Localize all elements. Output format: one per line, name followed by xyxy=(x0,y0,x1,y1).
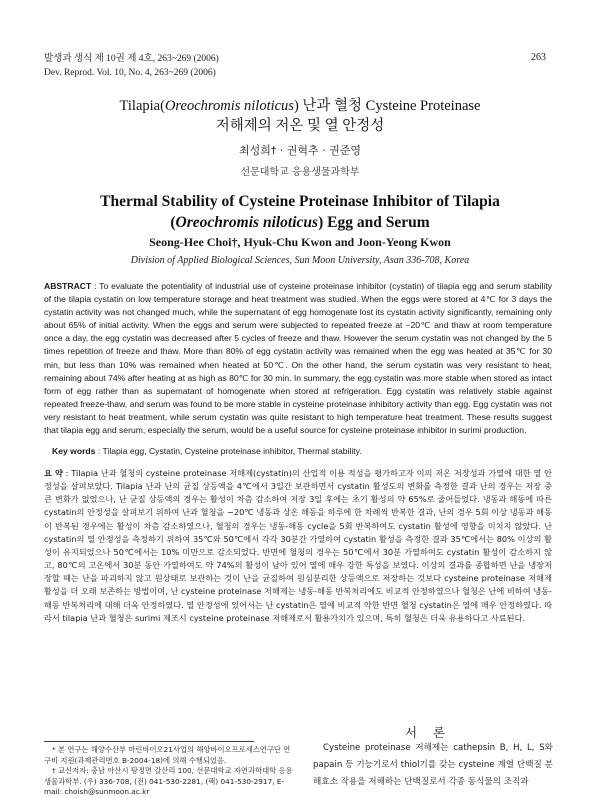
korean-title xyxy=(0,96,600,136)
english-authors: Seong-Hee Choi†, Hyuk-Chu Kwon and Joon-Yeong Kwon xyxy=(149,235,451,249)
korean-summary-label: 요 약 xyxy=(44,468,63,478)
korean-title-species: Oreochromis niloticus xyxy=(164,98,294,114)
abstract xyxy=(44,280,552,437)
footnote-funding: * 본 연구는 해양수산부 마린바이오21사업의 해양바이오프로세스연구단 연구비 지원(과제관리번호 B-2004-18)에 의해 수행되었음. xyxy=(44,745,291,765)
english-title-suffix: ) Egg and Serum xyxy=(318,214,430,231)
journal-citation-en: Dev. Reprod. Vol. 10, No. 4, 263~269 (2006) xyxy=(44,68,216,78)
korean-title-prefix: Tilapia( xyxy=(119,98,165,114)
korean-summary-text: : Tilapia 난과 혈청의 cysteine proteinase 저해제(cystatin)의 산업적 이용 적성을 평가하고자 이의 저온 저장성과 가열에 대한 열 안정성을 살펴보았다. Tilapia 난과 난의 균질 상등액을 4℃에서 3일간 보관하면서 cystatin 활성도의 변화를 측정한 결과 난의 경우는 저장 중 큰 변화가 없었으나, 난 균질 상등액의 경우는 활성이 차츰 감소하여 저장 3일 후에는 초기 활성의 약 65%로 줄어들었다. 냉동과 해동에 따른 cystatin의 안정성을 살펴보기 위하여 난과 혈청을 −20℃ 냉동과 상온 해동을 하루에 한 차례씩 반복한 결과, 난의 경우 5회 이상 냉동과 해동이 반복된 경우에는 활성이 차츰 감소하였으나, 혈청의 경우는 냉동-해동 cycle을 5회 반복하여도 cystatin 활성에 영향을 미치지 않았다. 난 cystatin의 열 안정성을 측정하기 위하여 35℃와 50℃에서 각각 30분간 가열하여 cystatin 활성을 측정한 결과 35℃에서는 80% 이상의 활성이 유지되었으나 50℃에서는 10% 미만으로 감소되었다. 반면에 혈청의 경우는 50℃에서 30분 가열하여도 cystatin 활성이 감소하지 않고, 80℃의 고온에서 30분 동안 가열하여도 약 74%의 활성이 남아 있어 열에 매우 강한 특성을 보였다. 이상의 결과를 종합하면 난을 냉장저장할 때는 난을 파괴하지 않고 원상태로 보관하는 것이 난을 균질하여 원심분리한 상등액으로 저장하는 것보다 cysteine proteinase 저해제 활성을 더 오래 보존하는 방법이며, 난 cysteine proteinase 저해제는 냉동-해동 반복처리에도 비교적 안정하였으나 혈청은 난에 비하여 냉동-해동 반복처리에 대해 더욱 안정하였다. 열 안정성에 있어서는 난 cystatin은 열에 비교적 약한 반면 혈청 cystatin은 열에 매우 안정하였다. 따라서 tilapia 난과 혈청은 surimi 제조시 cysteine proteinase 저해제로서 활용가치가 있으며, 특히 혈청은 더욱 유용하다고 사료된다. xyxy=(44,468,552,623)
english-title-species: Oreochromis niloticus xyxy=(175,214,319,231)
abstract-text: : To evaluate the potentiality of industrial use of cysteine proteinase inhibitor (cystatin) of tilapia egg and serum stability of the tilapia cystatin on low temperature storage and heat treatment was studied. When the eggs were stored at 4℃ for 3 days the cystatin activity was not changed much, while the supernatant of egg homogenate lost its cystatin activity significantly, remaining only about 65% of initial activity. When the eggs and serum were subjected to repeated freeze at −20℃ and thaw at room temperature once a day, the egg cystatin was decreased after 5 cycles of freeze and thaw. However the serum cystatin was not changed by the 5 times repetition of freeze and thaw. More than 80% of egg cystatin activity was remained when the egg was heated at 35℃ for 30 min, but less than 10% was remained when heated at 50℃. On the other hand, the serum cystatin was very resistant to heat, remaining about 74% after heating at as high as 80℃ for 30 min. In summary, the egg cystatin was more stable when stored as intact form of egg rather than as supernatant of homogenate when stored at refrigeration. Egg cystatin was relatively stable against repeated freeze-thaw, and serum was found to be more stable in cysteine proteinase inhibitory activity than egg. Egg cystatin was not very resistant to heat treatment, while serum cystatin was quite resistant to high temperature heat treatment. These results suggest that tilapia egg and serum, especially the serum, would be a useful source for cysteine proteinase inhibitor in surimi production. xyxy=(44,281,552,436)
english-affiliation: Division of Applied Biological Sciences, Sun Moon University, Asan 336-708, Korea xyxy=(130,255,470,266)
korean-title-line1 xyxy=(0,96,600,116)
korean-title-suffix: ) 난과 혈청 Cysteine Proteinase xyxy=(293,98,481,114)
korean-affiliation: 선문대학교 응용생물과학부 xyxy=(240,167,360,178)
page-number: 263 xyxy=(531,52,546,63)
section-title-introduction: 서 론 xyxy=(405,725,452,740)
abstract-label: ABSTRACT xyxy=(44,281,92,291)
english-title-line2 xyxy=(0,212,600,233)
korean-summary xyxy=(44,467,552,625)
footnotes xyxy=(44,745,294,798)
keywords xyxy=(52,445,552,458)
keywords-label: Key words xyxy=(52,446,96,456)
footnote-corresponding-author: † 교신저자: 충남 아산시 탕정면 갈산리 100, 선문대학교 자연과학대학 응용생물과학부. (우) 336-708, (전) 041-530-2281, (팩) 041-530-2917, E-mail: choish@sunmoon.ac.kr xyxy=(44,766,293,796)
english-title xyxy=(0,191,600,233)
korean-authors: 최성희† · 권혁추 · 권준영 xyxy=(238,144,362,157)
journal-citation-ko: 발생과 생식 제 10권 제 4호, 263~269 (2006) xyxy=(44,54,219,64)
english-title-open: ( xyxy=(170,214,176,231)
footnote-divider xyxy=(44,741,254,742)
journal-info xyxy=(44,52,219,80)
keywords-text: : Tilapia egg, Cystatin, Cysteine proteinase inhibitor, Thermal stability. xyxy=(95,446,362,456)
korean-title-line2: 저해제의 저온 및 열 안정성 xyxy=(215,118,385,134)
introduction-text: Cysteine proteinase 저해제는 cathepsin B, H, L, S와 papain 등 기능기로서 thiol기를 갖는 cysteine 계열 단백질 분해효소 작용을 저해하는 단백질로서 각종 동식물의 조직과 xyxy=(313,743,553,787)
english-title-line1: Thermal Stability of Cysteine Proteinase Inhibitor of Tilapia xyxy=(100,193,500,210)
